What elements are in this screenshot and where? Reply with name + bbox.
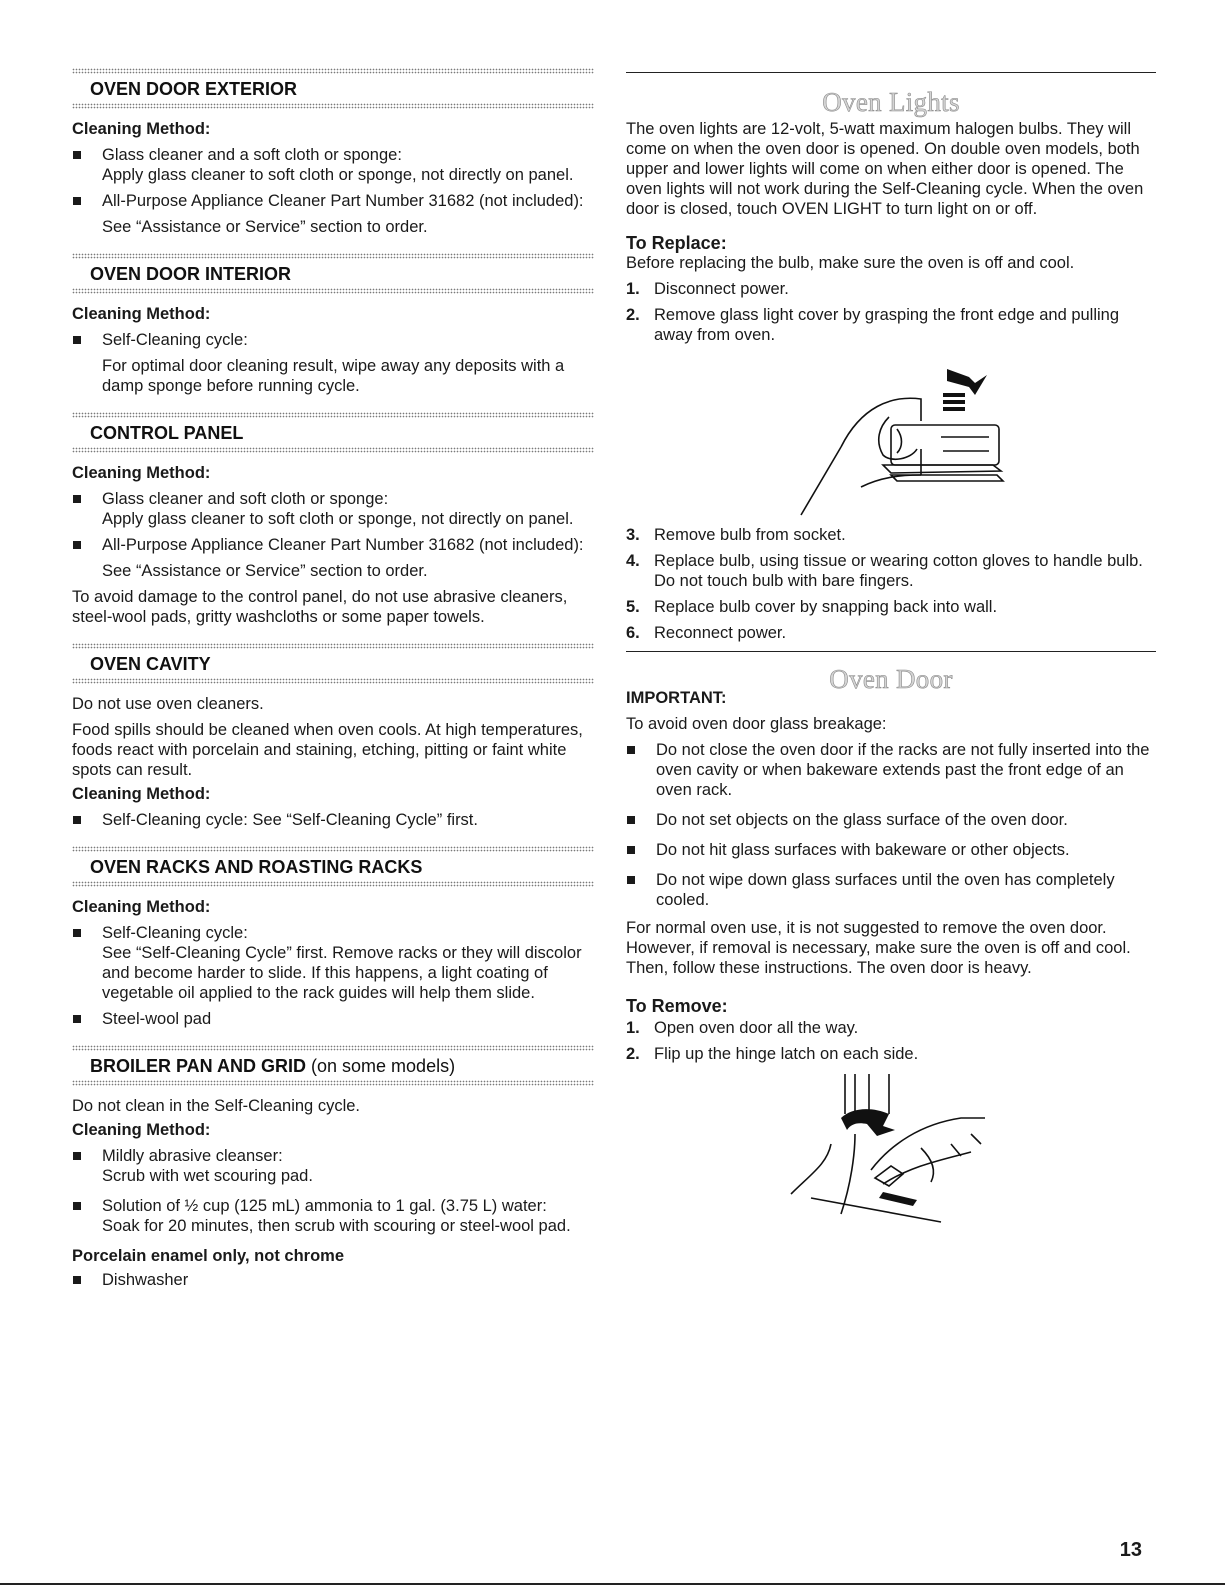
cleaning-method-label: Cleaning Method:	[72, 785, 211, 803]
door-intro: To avoid oven door glass breakage:	[626, 715, 887, 733]
section-title: OVEN RACKS AND ROASTING RACKS	[90, 857, 423, 877]
section-oven-cavity	[72, 643, 594, 830]
list-item: Steel-wool pad	[72, 1009, 594, 1029]
oven-door-title: Oven Door	[829, 664, 953, 694]
section-title: CONTROL PANEL	[90, 423, 244, 443]
list-item: Glass cleaner and a soft cloth or sponge: Apply glass cleaner to soft cloth or sponge, not directly on panel.	[72, 145, 594, 185]
control-panel-note: To avoid damage to the control panel, do not use abrasive cleaners, steel-wool pads, gritty washcloths or some paper towels.	[72, 588, 568, 626]
section-title: OVEN DOOR EXTERIOR	[90, 79, 298, 99]
replace-steps-continued	[626, 525, 1156, 643]
step-item: 6. Reconnect power.	[626, 624, 787, 642]
dotted-rule	[72, 447, 594, 453]
oven-lights-intro: The oven lights are 12-volt, 5-watt maximum halogen bulbs. They will come on when the oven door is opened. On double oven models, both upper and lower lights will come on when either door is opened. The oven lights will not work during the Self-Cleaning cycle. When the oven door is closed, touch OVEN LIGHT to turn light on or off.	[626, 120, 1144, 218]
light-cover-illustration	[771, 367, 1011, 517]
list-item: Do not wipe down glass surfaces until the oven has completely cooled.	[626, 870, 1156, 910]
section-oven-door-interior	[72, 253, 594, 396]
oven-lights-title: Oven Lights	[822, 87, 960, 117]
method-list	[72, 1270, 594, 1290]
method-list	[72, 810, 594, 830]
replace-intro: Before replacing the bulb, make sure the oven is off and cool.	[626, 254, 1075, 272]
step-item: 1. Disconnect power.	[626, 280, 789, 298]
list-item: All-Purpose Appliance Cleaner Part Number 31682 (not included): See “Assistance or Service” section to order.	[72, 191, 594, 237]
page-number: 13	[1119, 1539, 1142, 1561]
to-replace-heading: To Replace:	[626, 233, 727, 253]
step-item: 2. Remove glass light cover by grasping the front edge and pulling away from oven.	[626, 306, 1120, 344]
right-column	[626, 68, 1156, 1224]
list-item: All-Purpose Appliance Cleaner Part Number 31682 (not included): See “Assistance or Service” section to order.	[72, 535, 594, 581]
section-control-panel	[72, 412, 594, 627]
cleaning-method-label: Cleaning Method:	[72, 464, 211, 482]
method-list	[72, 145, 594, 237]
step-item: 3. Remove bulb from socket.	[626, 526, 846, 544]
step-item: 4. Replace bulb, using tissue or wearing cotton gloves to handle bulb. Do not touch bulb with bare fingers.	[626, 552, 1143, 590]
section-rule	[626, 651, 1156, 652]
dotted-rule	[72, 103, 594, 109]
list-item: Do not set objects on the glass surface of the oven door.	[626, 810, 1156, 830]
section-oven-racks	[72, 846, 594, 1029]
cleaning-method-label: Cleaning Method:	[72, 1121, 211, 1139]
dotted-rule	[72, 678, 594, 684]
dotted-rule	[72, 1080, 594, 1086]
method-list	[72, 489, 594, 581]
list-item: Mildly abrasive cleanser: Scrub with wet scouring pad.	[72, 1146, 594, 1186]
section-oven-door-exterior	[72, 68, 594, 237]
list-item: Solution of ½ cup (125 mL) ammonia to 1 gal. (3.75 L) water: Soak for 20 minutes, then scrub with scouring or steel-wool pad.	[72, 1196, 594, 1236]
hinge-latch-illustration	[771, 1074, 1011, 1224]
dotted-rule	[72, 288, 594, 294]
cleaning-method-label: Cleaning Method:	[72, 120, 211, 138]
section-rule	[626, 72, 1156, 73]
section-title: OVEN CAVITY	[90, 654, 211, 674]
left-column	[72, 68, 594, 1290]
list-item: Do not hit glass surfaces with bakeware or other objects.	[626, 840, 1156, 860]
section-broiler-pan	[72, 1045, 594, 1290]
step-item: 5. Replace bulb cover by snapping back into wall.	[626, 598, 998, 616]
cleaning-method-label: Cleaning Method:	[72, 305, 211, 323]
door-warnings	[626, 740, 1156, 910]
list-item: Self-Cleaning cycle: See “Self-Cleaning Cycle” first.	[72, 810, 594, 830]
list-item: Self-Cleaning cycle: For optimal door cleaning result, wipe away any deposits with a damp sponge before running cycle.	[72, 330, 594, 396]
method-list	[72, 1146, 594, 1236]
paragraph: Food spills should be cleaned when oven cools. At high temperatures, foods react with porcelain and staining, etching, pitting or faint white spots can result.	[72, 721, 583, 779]
list-item: Do not close the oven door if the racks are not fully inserted into the oven cavity or when bakeware extends past the front edge of an oven rack.	[626, 740, 1156, 800]
list-item: Dishwasher	[72, 1270, 594, 1290]
door-note: For normal oven use, it is not suggested to remove the oven door. However, if removal is necessary, make sure the oven is off and cool. Then, follow these instructions. The oven door is heavy.	[626, 919, 1131, 977]
remove-steps	[626, 1018, 1156, 1064]
section-title: OVEN DOOR INTERIOR	[90, 264, 292, 284]
step-item: 2. Flip up the hinge latch on each side.	[626, 1045, 919, 1063]
paragraph: Do not clean in the Self-Cleaning cycle.	[72, 1097, 360, 1115]
dotted-rule	[72, 881, 594, 887]
replace-steps	[626, 279, 1156, 345]
section-title: BROILER PAN AND GRID (on some models)	[90, 1056, 456, 1076]
cleaning-method-label: Cleaning Method:	[72, 898, 211, 916]
method-list	[72, 330, 594, 396]
to-remove-heading: To Remove:	[626, 996, 728, 1016]
important-label: IMPORTANT:	[626, 689, 727, 707]
list-item: Self-Cleaning cycle: See “Self-Cleaning Cycle” first. Remove racks or they will discolor and become harder to slide. If this happens, a light coating of vegetable oil applied to the rack guides will help them slide.	[72, 923, 594, 1003]
list-item: Glass cleaner and soft cloth or sponge: Apply glass cleaner to soft cloth or sponge, not directly on panel.	[72, 489, 594, 529]
step-item: 1. Open oven door all the way.	[626, 1019, 859, 1037]
method-list	[72, 923, 594, 1029]
paragraph: Do not use oven cleaners.	[72, 695, 264, 713]
porcelain-label: Porcelain enamel only, not chrome	[72, 1247, 345, 1265]
